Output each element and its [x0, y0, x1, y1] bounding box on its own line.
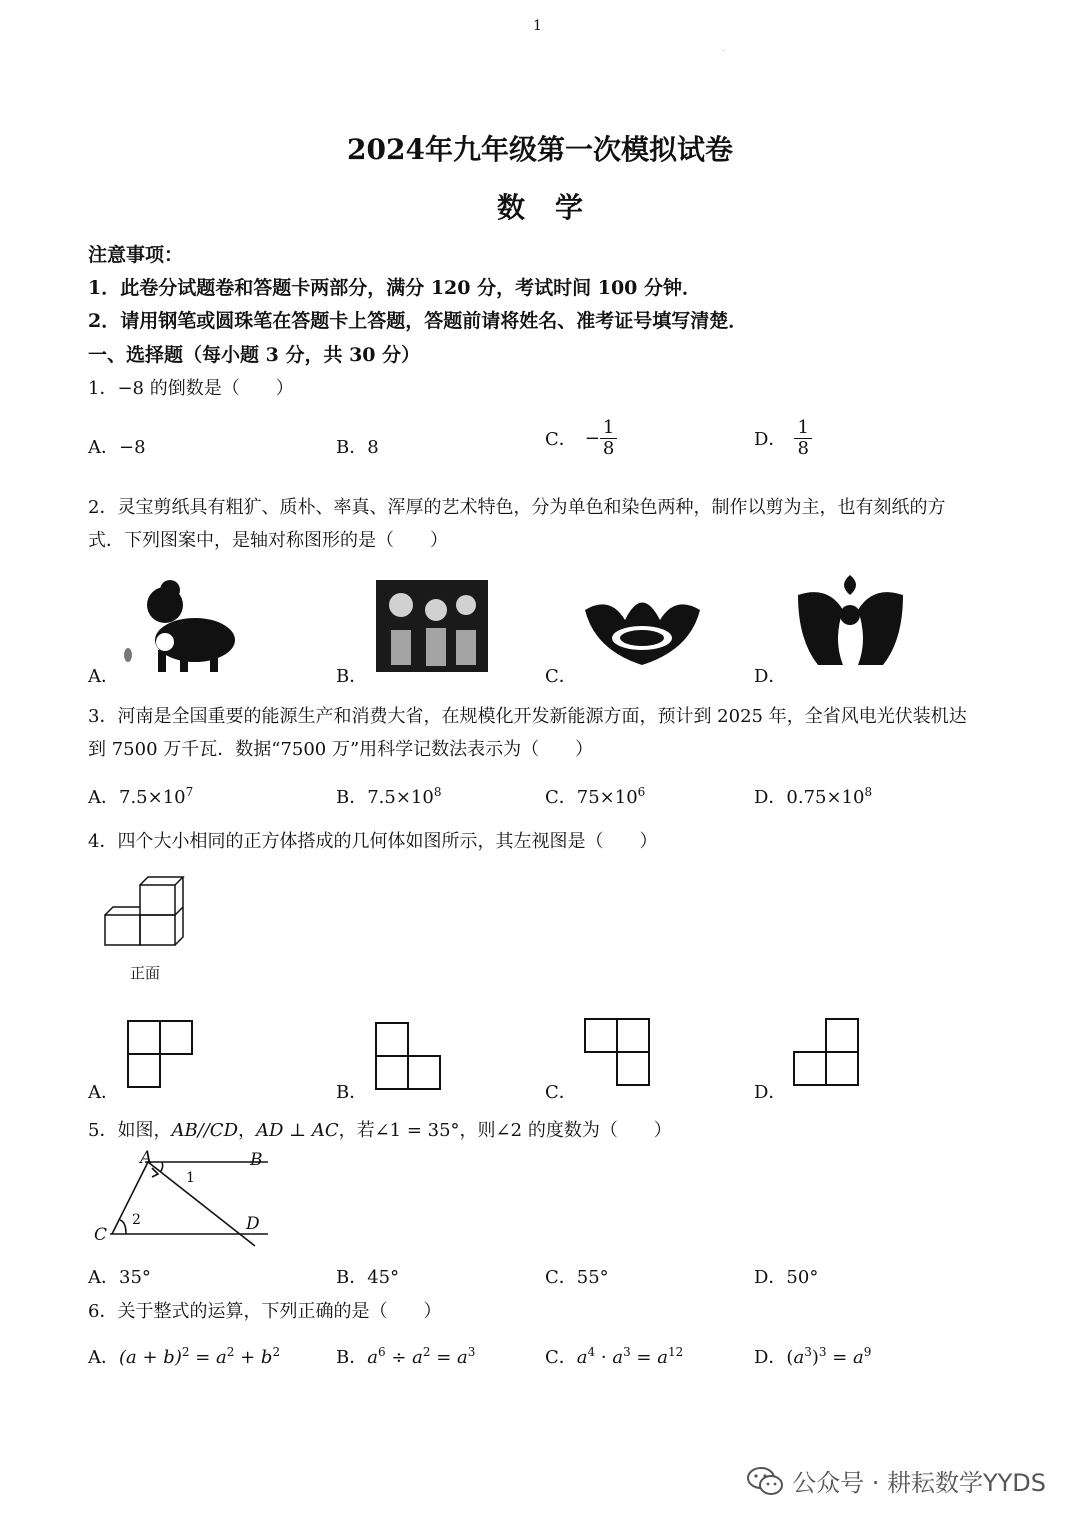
q5-option-b: B．45°: [336, 1267, 400, 1288]
q1-d-denominator: 8: [797, 437, 809, 459]
q2-label-d: D．: [754, 666, 787, 687]
q1-d-label: D．: [754, 429, 787, 451]
q3-a-exponent: 7: [185, 785, 194, 799]
q5-stem-rest: ，若∠1 = 35°，则∠2 的度数为（ ）: [338, 1120, 672, 1141]
q1-c-label: C．: [545, 429, 577, 451]
q5-point-a: A: [140, 1148, 153, 1168]
papercut-figures-image: [376, 580, 488, 672]
q1-option-a: A．−8: [88, 437, 146, 458]
page-number: 1: [533, 18, 542, 34]
q4-label-b: B．: [336, 1082, 368, 1103]
subject-title: 数学: [496, 191, 613, 224]
q1-stem: 1．−8 的倒数是（ ）: [88, 378, 294, 399]
q6-option-b: B．$a^6 \div a^2 = a^3$: [336, 1345, 476, 1368]
papercut-ox-image: [120, 570, 240, 675]
q1-c-sign: −: [584, 427, 600, 449]
q4-view-a: [125, 1018, 195, 1090]
q3-option-a: [88, 783, 193, 809]
q3-a-base: A．7.5×10: [88, 787, 186, 808]
q2-label-b: B．: [336, 666, 368, 687]
q4-label-d: D．: [754, 1082, 787, 1103]
q4-cube-figure: [100, 870, 195, 965]
q3-c-base: C．75×10: [545, 787, 638, 808]
q4-view-c: [582, 1016, 652, 1088]
q5-angle-2: 2: [132, 1212, 141, 1228]
q3-stem-line2: 到 7500 万千瓦．数据“7500 万”用科学记数法表示为（ ）: [88, 739, 594, 760]
q1-c-fraction: [600, 418, 617, 459]
notice-item-1: 1．此卷分试题卷和答题卡两部分，满分 120 分，考试时间 100 分钟．: [88, 277, 702, 299]
q2-stem-line2: 式．下列图案中，是轴对称图形的是（ ）: [88, 530, 448, 551]
q2-label-a: A．: [88, 666, 119, 687]
q4-stem: 4．四个大小相同的正方体搭成的几何体如图所示，其左视图是（ ）: [88, 831, 658, 852]
q5-separator: ，: [238, 1120, 257, 1141]
q5-point-d: D: [246, 1214, 260, 1234]
q4-view-b: [373, 1020, 443, 1092]
wechat-icon: [746, 1465, 784, 1497]
q3-b-base: B．7.5×10: [336, 787, 434, 808]
q1-option-c: [545, 418, 617, 459]
q3-c-exponent: 6: [637, 785, 646, 799]
q5-stem-pre: 5．如图，: [88, 1120, 172, 1141]
q5-option-c: C．55°: [545, 1267, 609, 1288]
notice-heading: 注意事项：: [88, 244, 184, 266]
q5-point-c: C: [94, 1225, 108, 1245]
section-heading: 一、选择题（每小题 3 分，共 30 分）: [88, 344, 421, 366]
q6-option-d: D．$(a^3)^3 = a^9$: [754, 1345, 872, 1368]
q5-angle-1: 1: [186, 1170, 195, 1186]
q5-condition-perpendicular: AD ⊥ AC: [256, 1120, 339, 1141]
watermark: [746, 1463, 1046, 1498]
papercut-fish-image: [580, 590, 705, 670]
q3-d-base: D．0.75×10: [754, 787, 865, 808]
q1-option-b: B．8: [336, 437, 379, 458]
q1-c-denominator: 8: [602, 437, 615, 459]
q1-d-numerator: 1: [794, 418, 811, 439]
q5-option-a: A．35°: [88, 1267, 151, 1288]
q5-option-d: D．50°: [754, 1267, 819, 1288]
q1-d-fraction: [794, 418, 811, 459]
q3-option-c: [545, 783, 645, 809]
q3-option-b: [336, 783, 441, 809]
q6-option-c: C．$a^4 \cdot a^3 = a^{12}$: [545, 1345, 684, 1368]
speck: .: [722, 44, 725, 53]
q3-b-exponent: 8: [433, 785, 442, 799]
exam-title: 2024年九年级第一次模拟试卷: [347, 133, 733, 166]
q5-condition-parallel: AB//CD: [171, 1120, 239, 1141]
q4-front-label: 正面: [130, 964, 161, 982]
q3-d-exponent: 8: [864, 785, 873, 799]
papercut-dragons-image: [788, 570, 913, 670]
q1-option-d: [754, 418, 812, 459]
q2-stem-line1: 2．灵宝剪纸具有粗犷、质朴、率真、浑厚的艺术特色，分为单色和染色两种，制作以剪为主，也有刻纸的方: [88, 497, 946, 518]
q3-option-d: [754, 783, 872, 809]
q3-stem-line1: 3．河南是全国重要的能源生产和消费大省，在规模化开发新能源方面，预计到 2025 年，全省风电光伏装机达: [88, 706, 967, 727]
q5-stem: [88, 1116, 672, 1142]
q6-option-a: A．$(a + b)^2 = a^2 + b^2$: [88, 1345, 281, 1368]
q1-c-numerator: 1: [600, 418, 617, 439]
q5-point-b: B: [250, 1150, 263, 1170]
q2-label-c: C．: [545, 666, 577, 687]
q4-view-d: [791, 1016, 861, 1088]
q4-label-a: A．: [88, 1082, 119, 1103]
q4-label-c: C．: [545, 1082, 577, 1103]
watermark-text: 公众号 · 耕耘数学YYDS: [792, 1469, 1046, 1497]
q6-stem: 6．关于整式的运算，下列正确的是（ ）: [88, 1301, 442, 1322]
notice-item-2: 2．请用钢笔或圆珠笔在答题卡上答题，答题前请将姓名、准考证号填写清楚．: [88, 310, 748, 332]
